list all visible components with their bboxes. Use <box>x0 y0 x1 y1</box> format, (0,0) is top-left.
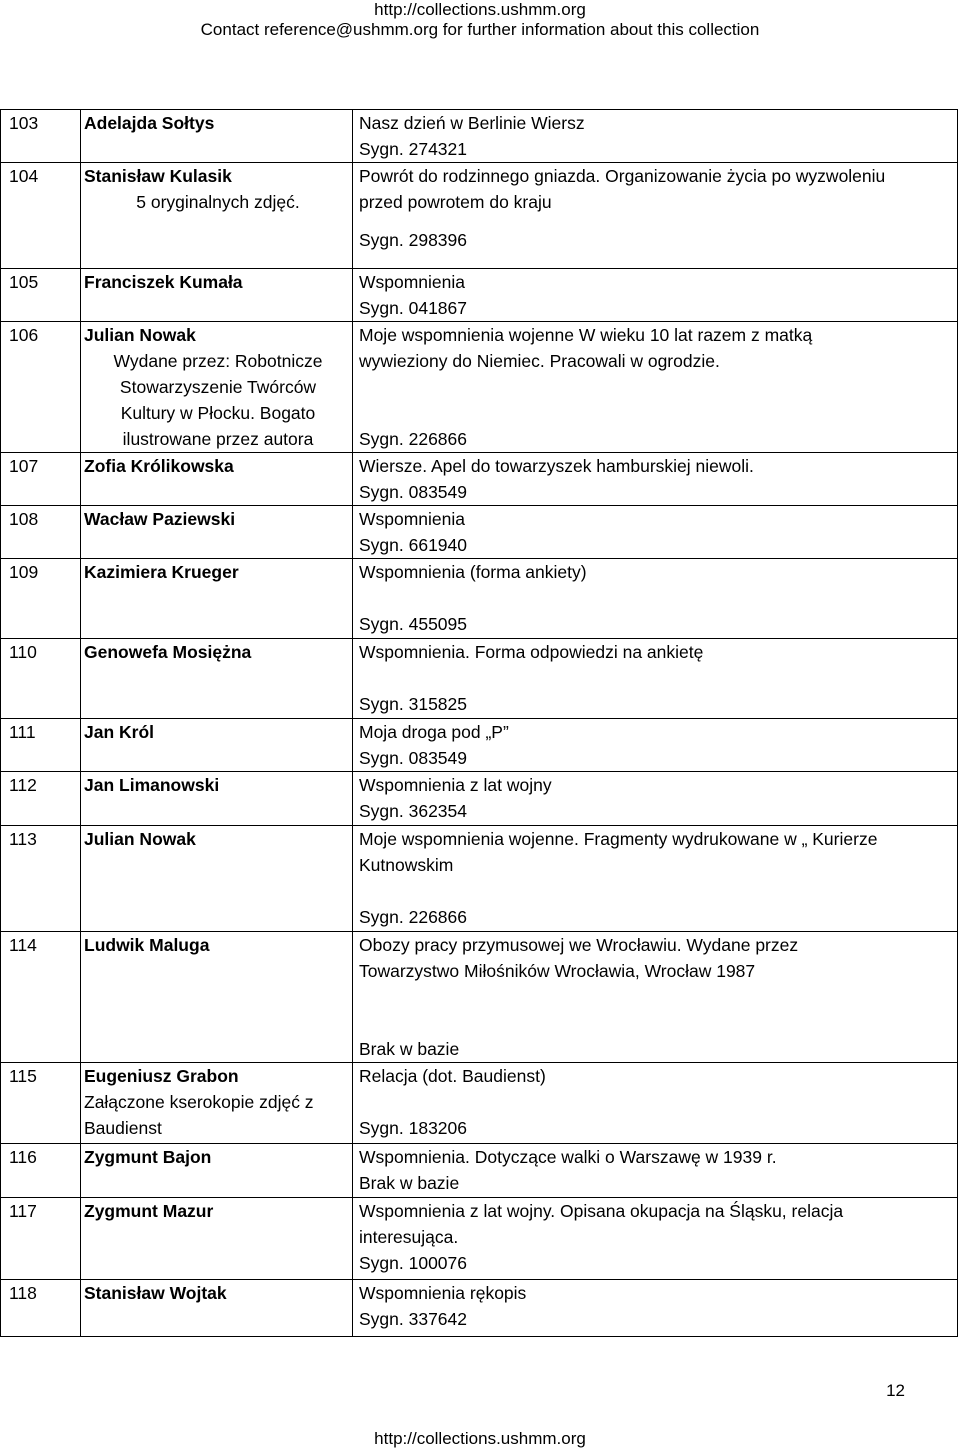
person-name: Eugeniusz Grabon <box>84 1066 239 1086</box>
table-row <box>1 719 958 772</box>
record-description: Wspomnienia rękopis <box>359 1283 527 1303</box>
record-description: przed powrotem do kraju <box>359 192 552 212</box>
row-number: 117 <box>1 1198 81 1280</box>
record-signature: Brak w bazie <box>359 1173 460 1193</box>
record-description: Wspomnienia (forma ankiety) <box>359 562 587 582</box>
table-row <box>1 826 958 932</box>
record-signature: Sygn. 661940 <box>359 535 468 555</box>
table-row <box>1 110 958 163</box>
record-signature: Sygn. 455095 <box>359 614 468 634</box>
table-row <box>1 932 958 1063</box>
row-number: 111 <box>1 719 81 772</box>
record-description: Moja droga pod „P” <box>359 722 509 742</box>
header-url[interactable]: http://collections.ushmm.org <box>374 0 586 19</box>
person-name: Genowefa Mosiężna <box>84 642 252 662</box>
person-name: Kazimiera Krueger <box>84 562 239 582</box>
table-row <box>1 453 958 506</box>
record-signature: Sygn. 226866 <box>359 429 468 449</box>
table-row <box>1 1280 958 1337</box>
row-number: 104 <box>1 163 81 269</box>
record-signature: Brak w bazie <box>359 1039 460 1059</box>
record-signature: Sygn. 362354 <box>359 801 468 821</box>
record-signature: Sygn. 274321 <box>359 139 468 159</box>
person-name: Jan Król <box>84 722 155 742</box>
record-signature: Sygn. 226866 <box>359 907 468 927</box>
record-signature: Sygn. 083549 <box>359 482 468 502</box>
record-note: 5 oryginalnych zdjęć. <box>136 192 300 212</box>
person-name: Zofia Królikowska <box>84 456 234 476</box>
table-row <box>1 1144 958 1198</box>
record-description: Relacja (dot. Baudienst) <box>359 1066 546 1086</box>
table-row <box>1 163 958 269</box>
record-description: interesująca. <box>359 1227 459 1247</box>
table-row <box>1 1198 958 1280</box>
record-signature: Sygn. 337642 <box>359 1309 468 1329</box>
record-signature: Sygn. 100076 <box>359 1253 468 1273</box>
row-number: 109 <box>1 559 81 639</box>
record-description: Wiersze. Apel do towarzyszek hamburskiej niewoli. <box>359 456 754 476</box>
person-name: Wacław Paziewski <box>84 509 236 529</box>
person-name: Jan Limanowski <box>84 775 220 795</box>
person-name: Zygmunt Mazur <box>84 1201 214 1221</box>
person-name: Adelajda Sołtys <box>84 113 215 133</box>
record-note: Wydane przez: Robotnicze <box>113 351 323 371</box>
record-note: Załączone kserokopie zdjęć z <box>84 1092 314 1112</box>
person-name: Franciszek Kumała <box>84 272 243 292</box>
record-signature: Sygn. 041867 <box>359 298 468 318</box>
table-row <box>1 772 958 826</box>
row-number: 105 <box>1 269 81 322</box>
record-description: Wspomnienia. Forma odpowiedzi na ankietę <box>359 642 704 662</box>
row-number: 113 <box>1 826 81 932</box>
record-description: Nasz dzień w Berlinie Wiersz <box>359 113 585 133</box>
record-description: Kutnowskim <box>359 855 454 875</box>
row-number: 108 <box>1 506 81 559</box>
row-number: 103 <box>1 110 81 163</box>
record-description: Towarzystwo Miłośników Wrocławia, Wrocław 1987 <box>359 961 756 981</box>
row-number: 115 <box>1 1063 81 1144</box>
person-name: Julian Nowak <box>84 829 196 849</box>
record-description: Wspomnienia <box>359 509 466 529</box>
header-contact: Contact reference@ushmm.org for further information about this collection <box>200 20 760 39</box>
row-number: 114 <box>1 932 81 1063</box>
table-row <box>1 506 958 559</box>
record-note: Baudienst <box>84 1118 162 1138</box>
record-signature: Sygn. 298396 <box>359 230 468 250</box>
table-row <box>1 269 958 322</box>
record-note: Stowarzyszenie Twórców <box>119 377 317 397</box>
record-description: Wspomnienia. Dotyczące walki o Warszawę w 1939 r. <box>359 1147 777 1167</box>
person-name: Stanisław Kulasik <box>84 166 232 186</box>
person-name: Julian Nowak <box>84 325 196 345</box>
row-number: 116 <box>1 1144 81 1198</box>
table-row <box>1 1063 958 1144</box>
row-number: 112 <box>1 772 81 826</box>
row-number: 110 <box>1 639 81 719</box>
table-row <box>1 639 958 719</box>
records-table <box>0 109 958 1337</box>
person-name: Zygmunt Bajon <box>84 1147 212 1167</box>
record-description: Wspomnienia z lat wojny <box>359 775 552 795</box>
record-description: wywieziony do Niemiec. Pracowali w ogrodzie. <box>359 351 720 371</box>
record-description: Wspomnienia z lat wojny. Opisana okupacja na Śląsku, relacja <box>359 1201 844 1221</box>
row-number: 106 <box>1 322 81 453</box>
table-row <box>1 559 958 639</box>
footer-url[interactable]: http://collections.ushmm.org <box>374 1429 586 1448</box>
person-name: Ludwik Maluga <box>84 935 210 955</box>
record-note: Kultury w Płocku. Bogato <box>120 403 316 423</box>
record-description: Wspomnienia <box>359 272 466 292</box>
record-signature: Sygn. 183206 <box>359 1118 468 1138</box>
table-row <box>1 322 958 453</box>
row-number: 118 <box>1 1280 81 1337</box>
row-number: 107 <box>1 453 81 506</box>
record-description: Moje wspomnienia wojenne W wieku 10 lat razem z matką <box>359 325 813 345</box>
record-description: Powrót do rodzinnego gniazda. Organizowanie życia po wyzwoleniu <box>359 166 886 186</box>
person-name: Stanisław Wojtak <box>84 1283 227 1303</box>
record-note: ilustrowane przez autora <box>122 429 314 449</box>
record-description: Obozy pracy przymusowej we Wrocławiu. Wydane przez <box>359 935 799 955</box>
page-number: 12 <box>886 1381 905 1400</box>
record-signature: Sygn. 083549 <box>359 748 468 768</box>
record-signature: Sygn. 315825 <box>359 694 468 714</box>
record-description: Moje wspomnienia wojenne. Fragmenty wydrukowane w „ Kurierze <box>359 829 878 849</box>
